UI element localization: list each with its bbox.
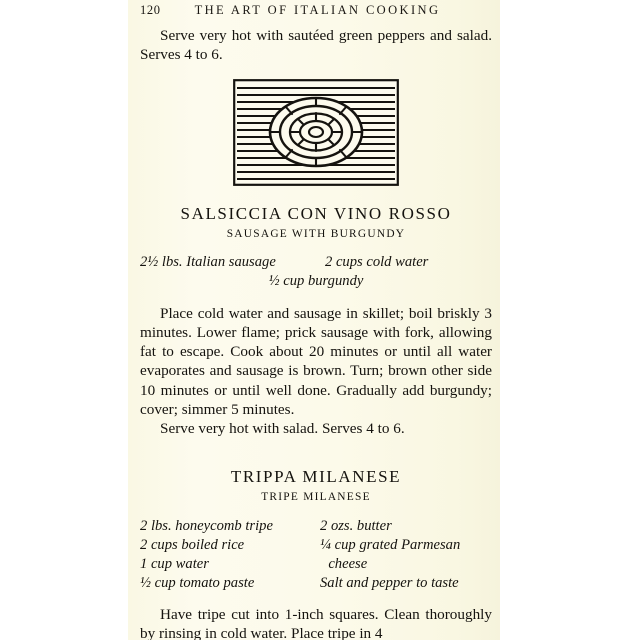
ingredient-row (140, 253, 492, 272)
ingredient-item: 2 lbs. honeycomb tripe (140, 517, 273, 534)
ingredient-row (140, 517, 492, 536)
recipe-title: TRIPPA MILANESE (230, 466, 402, 486)
page-number: 120 (140, 3, 161, 17)
coiled-sausage-illustration (233, 79, 399, 186)
recipe-title: SALSICCIA CON VINO ROSSO (180, 203, 452, 223)
ingredient-item-continuation: cheese (328, 555, 368, 572)
ingredient-item: 2 ozs. butter (320, 517, 392, 534)
running-head (140, 0, 492, 23)
recipe-subtitle: SAUSAGE WITH BURGUNDY (226, 227, 406, 240)
ingredient-row (140, 536, 492, 555)
ingredient-item: 2½ lbs. Italian sausage (140, 253, 276, 270)
ingredient-row (140, 555, 492, 574)
ingredient-row (140, 574, 492, 593)
recipe-method: Place cold water and sausage in skillet; boil briskly 3 minutes. Lower flame; prick sausage with fork, allowing fat to escape. Cook about 20 minutes or until all water evaporates and sausage is brown. Turn; brown other side 10 minutes or until well done. Gradually add burgundy; cover; simmer 5 minutes. (140, 304, 492, 419)
recipe-serving: Serve very hot with salad. Serves 4 to 6. (160, 420, 405, 438)
recipe-method: Have tripe cut into 1-inch squares. Clean thoroughly by rinsing in cold water. Place tripe in 4 (140, 605, 492, 640)
ingredient-list (140, 253, 492, 291)
page-content (140, 0, 492, 640)
ingredient-item: 1 cup water (140, 555, 209, 572)
ingredient-item: 2 cups boiled rice (140, 536, 245, 553)
ingredient-item: ½ cup burgundy (268, 272, 364, 289)
recipe-subtitle: TRIPE MILANESE (261, 490, 371, 503)
illustration-container (140, 79, 492, 186)
recipe-salsiccia-con-vino-rosso (140, 204, 492, 439)
recipe-trippa-milanese (140, 467, 492, 640)
ingredient-item: Salt and pepper to taste (320, 574, 459, 591)
ingredient-list (140, 517, 492, 593)
ingredient-item: 2 cups cold water (325, 253, 429, 270)
ingredient-item: ¼ cup grated Parmesan (320, 536, 461, 553)
ingredient-item: ½ cup tomato paste (140, 574, 255, 591)
running-title: THE ART OF ITALIAN COOKING (194, 3, 441, 17)
continued-paragraph: Serve very hot with sautéed green peppers and salad. Serves 4 to 6. (140, 27, 492, 64)
